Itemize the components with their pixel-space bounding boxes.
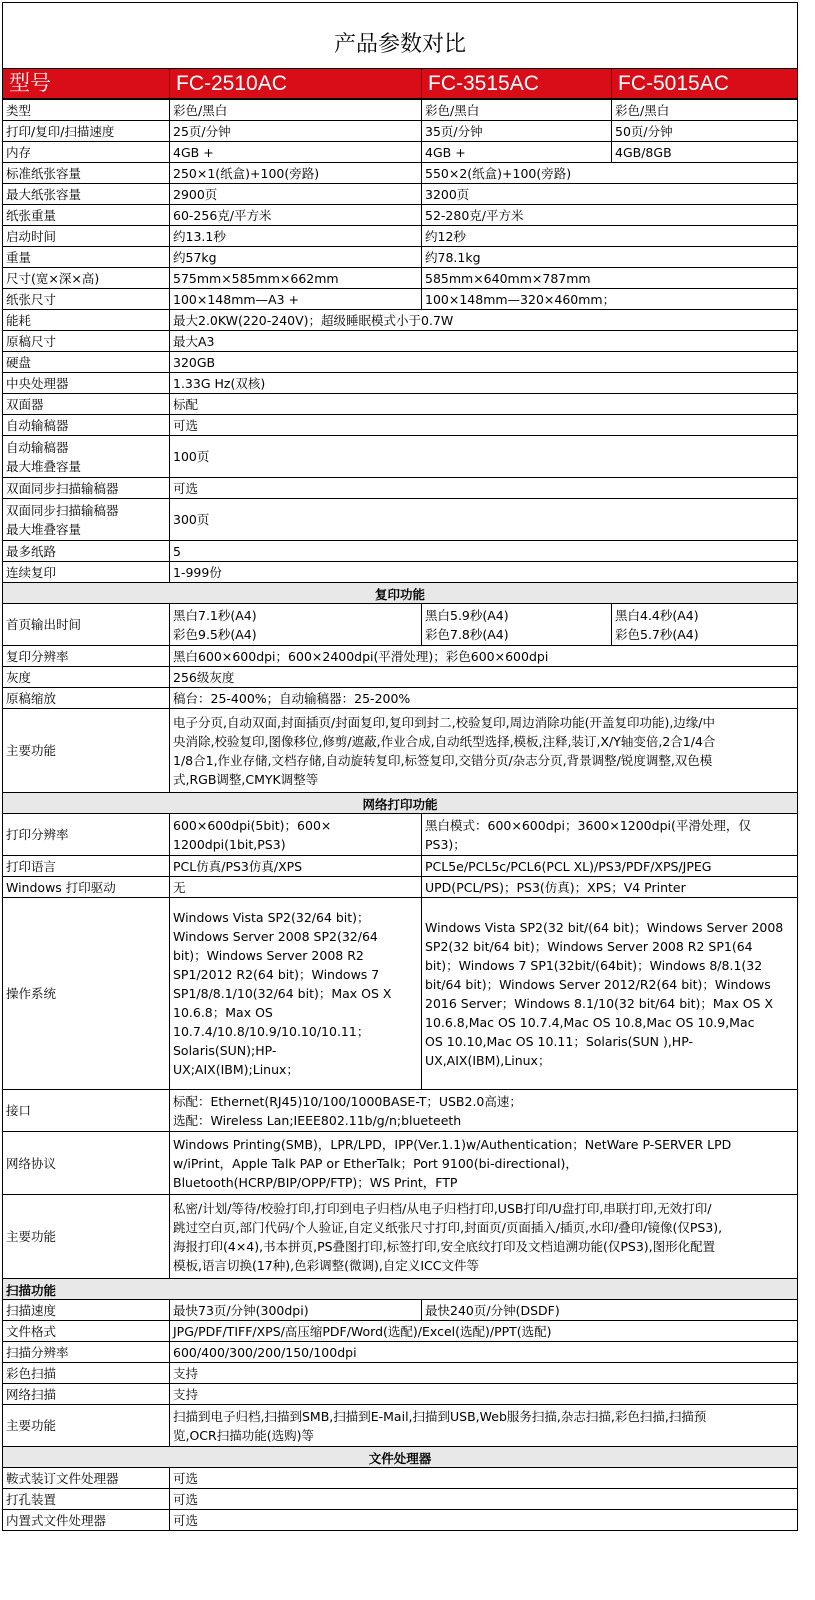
- row-label: [2, 708, 170, 793]
- cell-text: 双面同步扫描输稿器 最大堆叠容量: [6, 502, 119, 537]
- row-value: [169, 666, 798, 688]
- cell-text: 约57kg: [173, 249, 217, 265]
- cell-text: 打印/复印/扫描速度: [6, 123, 115, 139]
- cell-text: Windows 打印驱动: [6, 879, 116, 895]
- cell-text: 600×600dpi(5bit)；600× 1200dpi(1bit,PS3): [173, 817, 332, 852]
- row-value: [169, 813, 422, 856]
- cell-text: 主要功能: [6, 1418, 57, 1433]
- row-value: [611, 99, 798, 121]
- cell-text: Windows Vista SP2(32/64 bit)； Windows Server 2008 SP2(32/64 bit)；Windows Server 2008 R2 SP1/2012 R2(64 bit)；Windows 7 SP1/8/8.1/10(32/64 bit)；Max OS X 10.6.8；Max OS 10.7.4/10.8/10.9/10.10/10.11； Solaris(SUN);HP- UX;AIX(IBM);Linux；: [173, 910, 392, 1077]
- row-value: [421, 855, 798, 877]
- cell-text: 复印分辨率: [6, 648, 69, 664]
- row-value: [421, 225, 798, 247]
- cell-text: 250×1(纸盒)+100(旁路): [173, 165, 320, 181]
- cell-text: 320GB: [173, 354, 216, 370]
- cell-text: 电子分页,自动双面,封面插页/封面复印,复印到封二,校验复印,周边消除功能(开盖复印功能),边缘/中 央消除,校验复印,图像移位,修剪/遮蔽,作业合成,自动纸型选择,模板,注释,装订,X/Y轴变倍,2合1/4合 1/8合1,作业存储,文档存储,自动旋转复印,标签复印,交错分页/杂志分页,背景调整/锐度调整,双色模 式,RGB调整,CMYK调整等: [173, 714, 716, 787]
- row-label: [2, 393, 170, 415]
- cell-text: 标配: [173, 396, 199, 412]
- row-value: [421, 813, 798, 856]
- row-label: [2, 813, 170, 856]
- row-value: [421, 876, 798, 898]
- cell-text: 可选: [173, 1512, 199, 1528]
- cell-text: 自动输稿器: [6, 417, 69, 433]
- cell-text: 主要功能: [6, 1229, 57, 1244]
- row-value: [169, 330, 798, 352]
- cell-text: 打孔装置: [6, 1491, 57, 1507]
- cell-text: 最大纸张容量: [6, 186, 82, 202]
- row-value: [421, 204, 798, 226]
- cell-text: 双面器: [6, 396, 44, 412]
- cell-text: 4GB +: [425, 144, 466, 160]
- row-value: [169, 855, 422, 877]
- cell-text: 扫描速度: [6, 1302, 57, 1318]
- row-label: [2, 855, 170, 877]
- row-value: [169, 1467, 798, 1489]
- row-label: [2, 183, 170, 205]
- cell-text: 扫描到电子归档,扫描到SMB,扫描到E-Mail,扫描到USB,Web服务扫描,杂志扫描,彩色扫描,扫描预 览,OCR扫描功能(选购)等: [173, 1408, 707, 1443]
- row-value: [169, 120, 422, 142]
- row-value: [611, 120, 798, 142]
- row-value: [169, 267, 422, 289]
- row-value: [169, 897, 422, 1090]
- cell-text: 2900页: [173, 186, 218, 202]
- cell-text: 首页输出时间: [6, 617, 82, 632]
- row-value: [169, 162, 422, 184]
- row-value: [169, 435, 798, 478]
- row-label: [2, 351, 170, 373]
- row-value: [421, 246, 798, 268]
- row-label: [2, 1194, 170, 1279]
- cell-text: 60-256克/平方米: [173, 207, 272, 223]
- cell-text: 600/400/300/200/150/100dpi: [173, 1344, 357, 1360]
- cell-text: 彩色扫描: [6, 1365, 57, 1381]
- model-header-label: 型号: [2, 68, 170, 99]
- cell-text: 约12秒: [425, 228, 466, 244]
- row-value: [169, 414, 798, 436]
- row-value: [169, 141, 422, 163]
- cell-text: 原稿尺寸: [6, 333, 57, 349]
- cell-text: 约78.1kg: [425, 249, 481, 265]
- row-label: [2, 1362, 170, 1384]
- cell-text: 彩色/黑白: [425, 102, 480, 118]
- row-value: [169, 99, 422, 121]
- cell-text: 支持: [173, 1386, 199, 1402]
- row-label: [2, 1488, 170, 1510]
- row-label: [2, 1467, 170, 1489]
- row-value: [169, 603, 422, 646]
- cell-text: 内置式文件处理器: [6, 1512, 107, 1528]
- row-value: [169, 1488, 798, 1510]
- row-value: [421, 183, 798, 205]
- row-value: [611, 603, 798, 646]
- cell-text: 重量: [6, 249, 32, 265]
- cell-text: 100×148mm—320×460mm；: [425, 291, 616, 307]
- row-label: [2, 1509, 170, 1531]
- cell-text: UPD(PCL/PS)；PS3(仿真)；XPS；V4 Printer: [425, 879, 686, 895]
- row-value: [169, 1404, 798, 1447]
- cell-text: 自动输稿器 最大堆叠容量: [6, 439, 82, 474]
- cell-text: 256级灰度: [173, 669, 235, 685]
- row-value: [169, 246, 422, 268]
- cell-text: 黑白模式：600×600dpi；3600×1200dpi(平滑处理，仅 PS3)；: [425, 817, 751, 852]
- cell-text: 最大A3: [173, 333, 215, 349]
- row-value: [169, 1383, 798, 1405]
- cell-text: 文件格式: [6, 1323, 57, 1339]
- model-header-fc-2510ac: FC-2510AC: [169, 68, 422, 99]
- cell-text: 彩色/黑白: [173, 102, 228, 118]
- title-block: [2, 2, 798, 70]
- cell-text: 原稿缩放: [6, 690, 57, 706]
- row-label: [2, 1383, 170, 1405]
- row-label: [2, 477, 170, 499]
- cell-text: 纸张尺寸: [6, 291, 57, 307]
- cell-text: PCL仿真/PS3仿真/XPS: [173, 858, 303, 874]
- row-value: [169, 540, 798, 562]
- row-value: [169, 204, 422, 226]
- row-value: [169, 1320, 798, 1342]
- cell-text: 主要功能: [6, 743, 57, 758]
- row-label: [2, 897, 170, 1090]
- row-label: [2, 540, 170, 562]
- cell-text: 100页: [173, 449, 210, 464]
- row-label: [2, 330, 170, 352]
- cell-text: 接口: [6, 1103, 32, 1118]
- cell-text: 4GB/8GB: [615, 144, 672, 160]
- cell-text: 黑白4.4秒(A4) 彩色5.7秒(A4): [615, 607, 699, 642]
- cell-text: 纸张重量: [6, 207, 57, 223]
- row-label: [2, 1131, 170, 1195]
- section-header: 复印功能: [2, 582, 798, 604]
- cell-text: 类型: [6, 102, 32, 118]
- row-label: [2, 120, 170, 142]
- row-value: [169, 225, 422, 247]
- row-value: [169, 876, 422, 898]
- row-label: [2, 309, 170, 331]
- row-value: [421, 288, 798, 310]
- cell-text: 4GB +: [173, 144, 214, 160]
- cell-text: 网络协议: [6, 1155, 57, 1171]
- cell-text: 可选: [173, 1491, 199, 1507]
- page-title: 产品参数对比: [333, 32, 466, 57]
- row-value: [421, 162, 798, 184]
- section-header: 扫描功能: [2, 1278, 798, 1300]
- row-value: [169, 498, 798, 541]
- row-label: [2, 267, 170, 289]
- row-value: [421, 120, 612, 142]
- cell-text: Windows Vista SP2(32 bit/(64 bit)；Windows Server 2008 SP2(32 bit/64 bit)；Windows Server 2008 R2 SP1(64 bit)；Windows 7 SP1(32bit/(64bit)；Windows 8/8.1(32 bit/64 bit)；Windows Server 2012/R2(64 bit)；Windows 2016 Server；Windows 8.1/10(32 bit/64 bit)；Max OS X 10.6.8,Mac OS 10.7.4,Mac OS 10.8,Mac OS 10.9,Mac OS 10.10,Mac OS 10.11；Solaris(SUN ),HP- UX,AIX(IBM),Linux；: [425, 919, 784, 1068]
- row-label: [2, 435, 170, 478]
- cell-text: 最大2.0KW(220-240V)；超级睡眠模式小于0.7W: [173, 312, 454, 328]
- row-label: [2, 225, 170, 247]
- row-value: [169, 372, 798, 394]
- row-label: [2, 876, 170, 898]
- cell-text: 575mm×585mm×662mm: [173, 270, 339, 286]
- row-value: [421, 603, 612, 646]
- row-value: [421, 267, 798, 289]
- row-value: [421, 141, 612, 163]
- row-label: [2, 372, 170, 394]
- cell-text: 约13.1秒: [173, 228, 226, 244]
- row-value: [169, 1341, 798, 1363]
- row-label: [2, 498, 170, 541]
- row-value: [169, 288, 422, 310]
- row-label: [2, 1089, 170, 1132]
- row-label: [2, 414, 170, 436]
- cell-text: 1-999份: [173, 564, 222, 580]
- row-value: [169, 309, 798, 331]
- cell-text: 网络扫描: [6, 1386, 57, 1402]
- cell-text: 能耗: [6, 312, 32, 328]
- cell-text: 打印分辨率: [6, 827, 69, 842]
- cell-text: 最快73页/分钟(300dpi): [173, 1302, 309, 1318]
- row-label: [2, 687, 170, 709]
- row-value: [169, 1509, 798, 1531]
- row-label: [2, 288, 170, 310]
- row-label: [2, 141, 170, 163]
- row-label: [2, 204, 170, 226]
- row-label: [2, 645, 170, 667]
- cell-text: 标配：Ethernet(RJ45)10/100/1000BASE-T；USB2.0高速； 选配：Wireless Lan;IEEE802.11b/g/n;blueteeth: [173, 1093, 522, 1128]
- row-label: [2, 1341, 170, 1363]
- cell-text: 52-280克/平方米: [425, 207, 524, 223]
- cell-text: 3200页: [425, 186, 470, 202]
- row-value: [169, 1299, 422, 1321]
- row-label: [2, 246, 170, 268]
- cell-text: 双面同步扫描输稿器: [6, 480, 119, 496]
- row-value: [169, 183, 422, 205]
- cell-text: 内存: [6, 144, 32, 160]
- row-value: [169, 708, 798, 793]
- row-value: [169, 1089, 798, 1132]
- row-label: [2, 561, 170, 583]
- cell-text: 启动时间: [6, 228, 57, 244]
- cell-text: 尺寸(宽×深×高): [6, 270, 100, 286]
- cell-text: PCL5e/PCL5c/PCL6(PCL XL)/PS3/PDF/XPS/JPEG: [425, 858, 712, 874]
- cell-text: 标准纸张容量: [6, 165, 82, 181]
- row-value: [169, 645, 798, 667]
- row-label: [2, 666, 170, 688]
- cell-text: 5: [173, 543, 181, 559]
- cell-text: 最多纸路: [6, 543, 57, 559]
- model-header-fc-5015ac: FC-5015AC: [611, 68, 798, 99]
- cell-text: 连续复印: [6, 564, 57, 580]
- cell-text: 打印语言: [6, 858, 57, 874]
- cell-text: 硬盘: [6, 354, 32, 370]
- cell-text: 操作系统: [6, 986, 57, 1001]
- cell-text: 25页/分钟: [173, 123, 231, 139]
- row-value: [421, 1299, 798, 1321]
- cell-text: 35页/分钟: [425, 123, 483, 139]
- row-value: [169, 1194, 798, 1279]
- row-label: [2, 1404, 170, 1447]
- cell-text: 1.33G Hz(双核): [173, 375, 266, 391]
- row-value: [169, 561, 798, 583]
- cell-text: 鞍式装订文件处理器: [6, 1470, 119, 1486]
- row-label: [2, 99, 170, 121]
- section-header: 网络打印功能: [2, 792, 798, 814]
- cell-text: 无: [173, 879, 186, 895]
- row-value: [169, 351, 798, 373]
- row-value: [421, 99, 612, 121]
- row-label: [2, 162, 170, 184]
- cell-text: 黑白7.1秒(A4) 彩色9.5秒(A4): [173, 607, 257, 642]
- cell-text: 中央处理器: [6, 375, 69, 391]
- cell-text: 585mm×640mm×787mm: [425, 270, 591, 286]
- cell-text: 彩色/黑白: [615, 102, 670, 118]
- cell-text: 可选: [173, 1470, 199, 1486]
- cell-text: 黑白600×600dpi；600×2400dpi(平滑处理)；彩色600×600dpi: [173, 648, 549, 664]
- row-value: [169, 477, 798, 499]
- cell-text: 50页/分钟: [615, 123, 673, 139]
- cell-text: Windows Printing(SMB)，LPR/LPD，IPP(Ver.1.1)w/Authentication；NetWare P-SERVER LPD w/iPrint，Apple Talk PAP or EtherTalk；Port 9100(bi-directional)， Bluetooth(HCRP/BIP/OPP/FTP)；WS Print，FTP: [173, 1136, 732, 1190]
- cell-text: 最快240页/分钟(DSDF): [425, 1302, 560, 1318]
- cell-text: 可选: [173, 480, 199, 496]
- cell-text: 私密/计划/等待/校验打印,打印到电子归档/从电子归档打印,USB打印/U盘打印,串联打印,无效打印/ 跳过空白页,部门代码/个人验证,自定义纸张尺寸打印,封面页/页面插入/插页,水印/叠印/镜像(仅PS3), 海报打印(4×4),书本拼页,PS叠图打印,标签打印,安全底纹打印及文档追溯功能(仅PS3),图形化配置 模板,语言切换(17种),色彩调整(微调),自定义ICC文件等: [173, 1200, 723, 1273]
- model-header-fc-3515ac: FC-3515AC: [421, 68, 612, 99]
- cell-text: 支持: [173, 1365, 199, 1381]
- row-value: [169, 687, 798, 709]
- cell-text: 黑白5.9秒(A4) 彩色7.8秒(A4): [425, 607, 509, 642]
- row-label: [2, 1320, 170, 1342]
- cell-text: 扫描分辨率: [6, 1344, 69, 1360]
- row-value: [169, 1131, 798, 1195]
- cell-text: 100×148mm—A3 +: [173, 291, 299, 307]
- cell-text: 灰度: [6, 669, 32, 685]
- section-header: 文件处理器: [2, 1446, 798, 1468]
- row-value: [169, 1362, 798, 1384]
- row-value: [611, 141, 798, 163]
- cell-text: 稿台：25-400%；自动输稿器：25-200%: [173, 690, 411, 706]
- row-value: [169, 393, 798, 415]
- cell-text: JPG/PDF/TIFF/XPS/高压缩PDF/Word(选配)/Excel(选配)/PPT(选配): [173, 1323, 552, 1339]
- row-label: [2, 1299, 170, 1321]
- row-label: [2, 603, 170, 646]
- cell-text: 550×2(纸盒)+100(旁路): [425, 165, 572, 181]
- cell-text: 300页: [173, 512, 210, 527]
- row-value: [421, 897, 798, 1090]
- cell-text: 可选: [173, 417, 199, 433]
